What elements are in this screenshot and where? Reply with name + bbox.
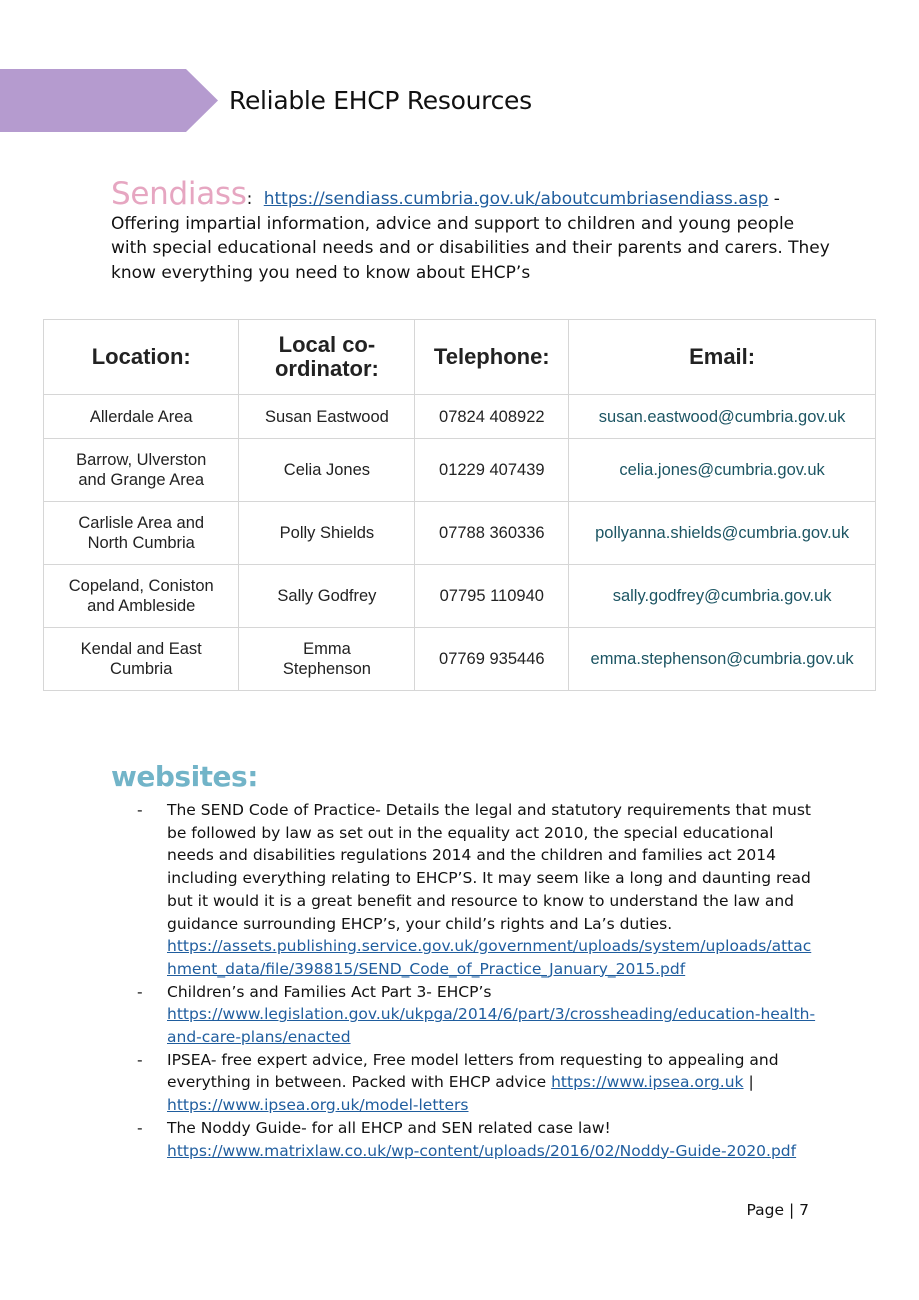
link-separator: | bbox=[748, 1073, 754, 1092]
cell-telephone: 01229 407439 bbox=[415, 439, 569, 502]
cell-email[interactable]: emma.stephenson@cumbria.gov.uk bbox=[569, 628, 876, 691]
bullet-dash: - bbox=[137, 982, 143, 1001]
sendiass-name: Sendiass bbox=[111, 176, 247, 212]
noddy-guide-link[interactable]: https://www.matrixlaw.co.uk/wp-content/uploads/2016/02/Noddy-Guide-2020.pdf bbox=[167, 1141, 797, 1160]
list-item bbox=[137, 981, 817, 1049]
header-location: Location: bbox=[44, 320, 239, 395]
cell-coordinator: Polly Shields bbox=[239, 502, 415, 565]
banner-arrow-shape bbox=[0, 69, 218, 132]
table-row bbox=[44, 439, 876, 502]
cell-telephone: 07795 110940 bbox=[415, 565, 569, 628]
cell-email[interactable]: celia.jones@cumbria.gov.uk bbox=[569, 439, 876, 502]
sendiass-description: Offering impartial information, advice and support to children and young people with special educational needs and or disabilities and their parents and carers. They know everything you need to know about EHCP’s bbox=[111, 213, 830, 283]
sendiass-intro bbox=[111, 176, 831, 285]
ipsea-model-letters-link[interactable]: https://www.ipsea.org.uk/model-letters bbox=[167, 1096, 469, 1115]
cell-location: Allerdale Area bbox=[44, 395, 239, 439]
item-text: IPSEA- free expert advice, Free model letters from requesting to appealing and everything in between. Packed with EHCP advice bbox=[167, 1050, 779, 1092]
bullet-dash: - bbox=[137, 1050, 143, 1069]
table-header-row bbox=[44, 320, 876, 395]
table-row bbox=[44, 502, 876, 565]
cell-coordinator: Celia Jones bbox=[239, 439, 415, 502]
intro-dash: - bbox=[773, 189, 780, 209]
item-text: The Noddy Guide- for all EHCP and SEN related case law! bbox=[167, 1118, 611, 1137]
cell-email[interactable]: sally.godfrey@cumbria.gov.uk bbox=[569, 565, 876, 628]
cell-location: Barrow, Ulverston and Grange Area bbox=[44, 439, 239, 502]
item-text: Children’s and Families Act Part 3- EHCP’s bbox=[167, 982, 492, 1001]
sendiass-link[interactable]: https://sendiass.cumbria.gov.uk/aboutcumbriasendiass.asp bbox=[263, 189, 769, 209]
list-item bbox=[137, 1117, 817, 1162]
legislation-link[interactable]: https://www.legislation.gov.uk/ukpga/2014/6/part/3/crossheading/education-health-and-care-plans/enacted bbox=[167, 1005, 816, 1047]
header-banner-arrow bbox=[0, 69, 218, 132]
list-item bbox=[137, 1049, 817, 1117]
page-title: Reliable EHCP Resources bbox=[229, 86, 532, 115]
item-text: The SEND Code of Practice- Details the legal and statutory requirements that must be followed by law as set out in the equality act 2010, the special educational needs and disabilities regulations 2014 and the children and families act 2014 including everything relating to EHCP’S. It may seem like a long and daunting read but it would it is a great benefit and resource to know to understand the law and guidance surrounding EHCP’s, your child’s rights and La’s duties. bbox=[167, 801, 811, 933]
table-row bbox=[44, 628, 876, 691]
cell-email[interactable]: susan.eastwood@cumbria.gov.uk bbox=[569, 395, 876, 439]
cell-location: Kendal and East Cumbria bbox=[44, 628, 239, 691]
header-coordinator: Local co-ordinator: bbox=[239, 320, 415, 395]
table-row bbox=[44, 395, 876, 439]
websites-list bbox=[137, 799, 817, 1162]
cell-location: Carlisle Area and North Cumbria bbox=[44, 502, 239, 565]
table-row bbox=[44, 565, 876, 628]
ipsea-link[interactable]: https://www.ipsea.org.uk bbox=[551, 1073, 744, 1092]
cell-location: Copeland, Coniston and Ambleside bbox=[44, 565, 239, 628]
header-email: Email: bbox=[569, 320, 876, 395]
cell-coordinator: Susan Eastwood bbox=[239, 395, 415, 439]
cell-telephone: 07824 408922 bbox=[415, 395, 569, 439]
cell-email[interactable]: pollyanna.shields@cumbria.gov.uk bbox=[569, 502, 876, 565]
send-code-link[interactable]: https://assets.publishing.service.gov.uk/government/uploads/system/uploads/attachment_data/file/398815/SEND_Code_of_Practice_January_2015.pdf bbox=[167, 937, 812, 978]
bullet-dash: - bbox=[137, 1118, 143, 1137]
cell-telephone: 07788 360336 bbox=[415, 502, 569, 565]
cell-coordinator: Sally Godfrey bbox=[239, 565, 415, 628]
bullet-dash: - bbox=[137, 801, 143, 819]
header-telephone: Telephone: bbox=[415, 320, 569, 395]
contacts-table bbox=[43, 319, 876, 691]
intro-colon: : bbox=[246, 189, 253, 209]
list-item bbox=[137, 799, 817, 981]
cell-telephone: 07769 935446 bbox=[415, 628, 569, 691]
page-number: Page | 7 bbox=[746, 1201, 809, 1219]
cell-coordinator: Emma Stephenson bbox=[239, 628, 415, 691]
websites-heading: websites: bbox=[111, 760, 258, 793]
